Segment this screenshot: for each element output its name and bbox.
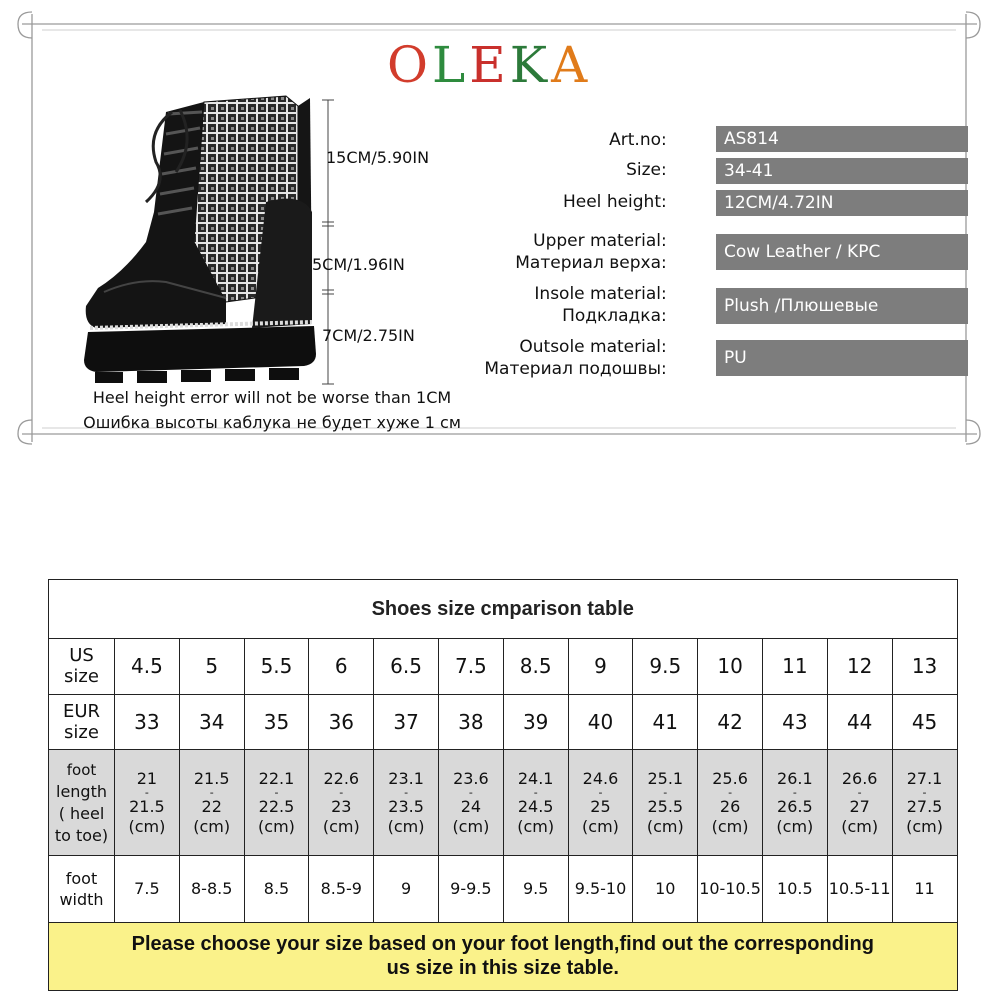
logo-letter: L <box>432 36 470 94</box>
eur-size-cell: 35 <box>244 694 309 749</box>
us-size-cell: 9.5 <box>633 639 698 694</box>
foot-length-header: foot length ( heel to toe) <box>49 749 115 856</box>
boot-image <box>76 92 336 392</box>
us-size-cell: 6 <box>309 639 374 694</box>
foot-length-cell: 23.1 - 23.5 (cm) <box>374 749 439 856</box>
foot-width-cell: 9 <box>374 856 439 922</box>
shaft-height-label: 15CM/5.90IN <box>326 148 430 167</box>
eur-size-cell: 33 <box>115 694 180 749</box>
eur-size-cell: 39 <box>503 694 568 749</box>
us-size-cell: 8.5 <box>503 639 568 694</box>
spec-label-insole: Insole material: Подкладка: <box>534 284 667 326</box>
foot-width-cell: 9-9.5 <box>438 856 503 922</box>
eur-size-header: EUR size <box>49 694 115 749</box>
foot-length-cell: 21.5 - 22 (cm) <box>179 749 244 856</box>
foot-width-cell: 7.5 <box>115 856 180 922</box>
us-size-cell: 4.5 <box>115 639 180 694</box>
eur-size-row <box>49 694 958 749</box>
platform-height-label: 7CM/2.75IN <box>322 326 415 345</box>
foot-width-cell: 8.5-9 <box>309 856 374 922</box>
foot-width-cell: 8-8.5 <box>179 856 244 922</box>
eur-size-cell: 43 <box>762 694 827 749</box>
logo-letter: K <box>509 36 552 94</box>
foot-width-cell: 10 <box>633 856 698 922</box>
eur-size-cell: 37 <box>374 694 439 749</box>
foot-width-cell: 11 <box>892 856 957 922</box>
foot-length-row <box>49 749 958 856</box>
us-size-header: US size <box>49 639 115 694</box>
dimension-ruler <box>318 94 338 390</box>
us-size-cell: 13 <box>892 639 957 694</box>
foot-length-cell: 22.1 - 22.5 (cm) <box>244 749 309 856</box>
product-card <box>12 8 987 446</box>
foot-width-cell: 9.5-10 <box>568 856 633 922</box>
inner-heel-label: 5CM/1.96IN <box>312 255 405 274</box>
us-size-cell: 9 <box>568 639 633 694</box>
spec-value-art: AS814 <box>716 126 968 152</box>
eur-size-cell: 36 <box>309 694 374 749</box>
foot-width-cell: 9.5 <box>503 856 568 922</box>
spec-value-upper: Cow Leather / KPC <box>716 234 968 270</box>
foot-width-row <box>49 856 958 922</box>
us-size-cell: 6.5 <box>374 639 439 694</box>
spec-value-insole: Plush /Плюшевые <box>716 288 968 324</box>
foot-width-cell: 10-10.5 <box>698 856 763 922</box>
foot-length-cell: 24.1 - 24.5 (cm) <box>503 749 568 856</box>
note-en: Heel height error will not be worse than 1CM <box>92 388 452 407</box>
logo-letter: A <box>551 36 592 94</box>
foot-width-header: foot width <box>49 856 115 922</box>
us-size-cell: 10 <box>698 639 763 694</box>
logo-letter: O <box>387 36 432 94</box>
us-size-row <box>49 639 958 694</box>
foot-length-cell: 26.6 - 27 (cm) <box>827 749 892 856</box>
eur-size-cell: 38 <box>438 694 503 749</box>
eur-size-cell: 41 <box>633 694 698 749</box>
eur-size-cell: 42 <box>698 694 763 749</box>
brand-logo <box>387 38 591 94</box>
foot-width-cell: 10.5 <box>762 856 827 922</box>
spec-value-outsole: PU <box>716 340 968 376</box>
foot-length-cell: 23.6 - 24 (cm) <box>438 749 503 856</box>
foot-length-cell: 25.1 - 25.5 (cm) <box>633 749 698 856</box>
spec-value-size: 34-41 <box>716 158 968 184</box>
foot-length-cell: 26.1 - 26.5 (cm) <box>762 749 827 856</box>
eur-size-cell: 45 <box>892 694 957 749</box>
us-size-cell: 7.5 <box>438 639 503 694</box>
spec-label-outsole: Outsole material: Материал подошвы: <box>484 337 667 379</box>
foot-width-cell: 10.5-11 <box>827 856 892 922</box>
note-ru: Ошибка высоты каблука не будет хуже 1 см <box>83 413 461 432</box>
foot-length-cell: 24.6 - 25 (cm) <box>568 749 633 856</box>
foot-length-cell: 25.6 - 26 (cm) <box>698 749 763 856</box>
spec-label-size: Size: <box>626 160 667 180</box>
foot-length-cell: 27.1 - 27.5 (cm) <box>892 749 957 856</box>
spec-value-heel: 12CM/4.72IN <box>716 190 968 216</box>
foot-length-cell: 21 - 21.5 (cm) <box>115 749 180 856</box>
us-size-cell: 5.5 <box>244 639 309 694</box>
spec-label-art: Art.no: <box>609 130 667 150</box>
eur-size-cell: 40 <box>568 694 633 749</box>
size-advice-banner: Please choose your size based on your foot length,find out the corresponding us size in this size table. <box>49 922 958 990</box>
us-size-cell: 12 <box>827 639 892 694</box>
size-table <box>48 579 958 991</box>
spec-label-upper: Upper material: Материал верха: <box>515 231 667 273</box>
foot-length-cell: 22.6 - 23 (cm) <box>309 749 374 856</box>
eur-size-cell: 34 <box>179 694 244 749</box>
us-size-cell: 5 <box>179 639 244 694</box>
us-size-cell: 11 <box>762 639 827 694</box>
foot-width-cell: 8.5 <box>244 856 309 922</box>
eur-size-cell: 44 <box>827 694 892 749</box>
spec-label-heel: Heel height: <box>562 192 667 212</box>
size-table-title: Shoes size cmparison table <box>49 580 958 639</box>
logo-letter: E <box>469 36 510 94</box>
